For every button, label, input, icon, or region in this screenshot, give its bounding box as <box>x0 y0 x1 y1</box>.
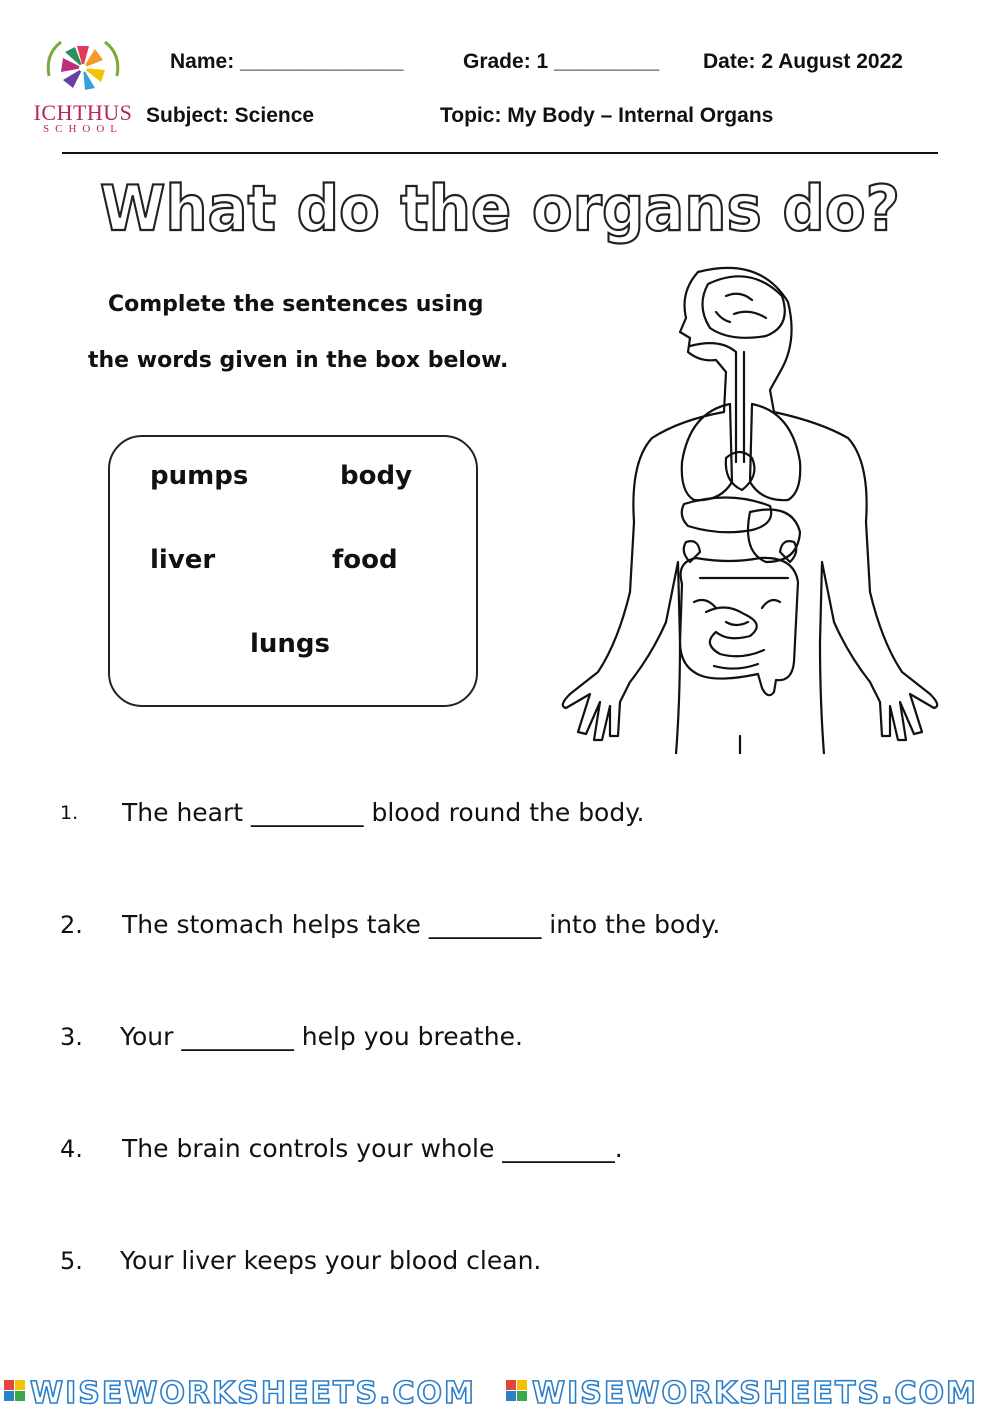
question-3[interactable]: Your _________ help you breathe. <box>120 1022 523 1051</box>
word-pumps[interactable]: pumps <box>150 461 249 491</box>
question-number-1: 1. <box>60 802 79 824</box>
watermark-text-1: WISEWORKSHEETS.COM <box>30 1376 476 1411</box>
header-divider <box>62 152 938 154</box>
subject-label: Subject: Science <box>146 104 315 127</box>
instruction-line-1: Complete the sentences using <box>108 292 484 317</box>
watermark-text-2: WISEWORKSHEETS.COM <box>532 1376 978 1411</box>
human-body-organs-icon <box>530 262 950 754</box>
grade-field[interactable]: Grade: 1 _________ <box>463 50 660 73</box>
question-4[interactable]: The brain controls your whole _________. <box>122 1134 623 1163</box>
word-liver[interactable]: liver <box>150 545 216 575</box>
wiseworksheets-logo-icon <box>506 1380 527 1401</box>
question-5: Your liver keeps your blood clean. <box>120 1246 542 1275</box>
question-number-3: 3. <box>60 1023 83 1051</box>
question-1[interactable]: The heart _________ blood round the body. <box>122 798 645 827</box>
name-field[interactable]: Name: ______________ <box>170 50 404 73</box>
footer-watermark <box>0 1370 1000 1413</box>
date-label: Date: 2 August 2022 <box>703 50 903 73</box>
word-lungs[interactable]: lungs <box>250 629 331 659</box>
instruction-line-2: the words given in the box below. <box>88 348 509 373</box>
school-sub: SCHOOL <box>42 123 123 135</box>
topic-label: Topic: My Body – Internal Organs <box>440 104 774 127</box>
question-2[interactable]: The stomach helps take _________ into the body. <box>122 910 721 939</box>
question-number-4: 4. <box>60 1135 83 1163</box>
word-food[interactable]: food <box>332 545 398 575</box>
wiseworksheets-logo-icon <box>4 1380 25 1401</box>
question-number-2: 2. <box>60 911 83 939</box>
word-body[interactable]: body <box>340 461 413 491</box>
page-title-text: What do the organs do? <box>100 172 900 245</box>
school-name: ICHTHUS <box>33 100 133 125</box>
question-number-5: 5. <box>60 1247 83 1275</box>
page-title <box>0 170 1000 250</box>
